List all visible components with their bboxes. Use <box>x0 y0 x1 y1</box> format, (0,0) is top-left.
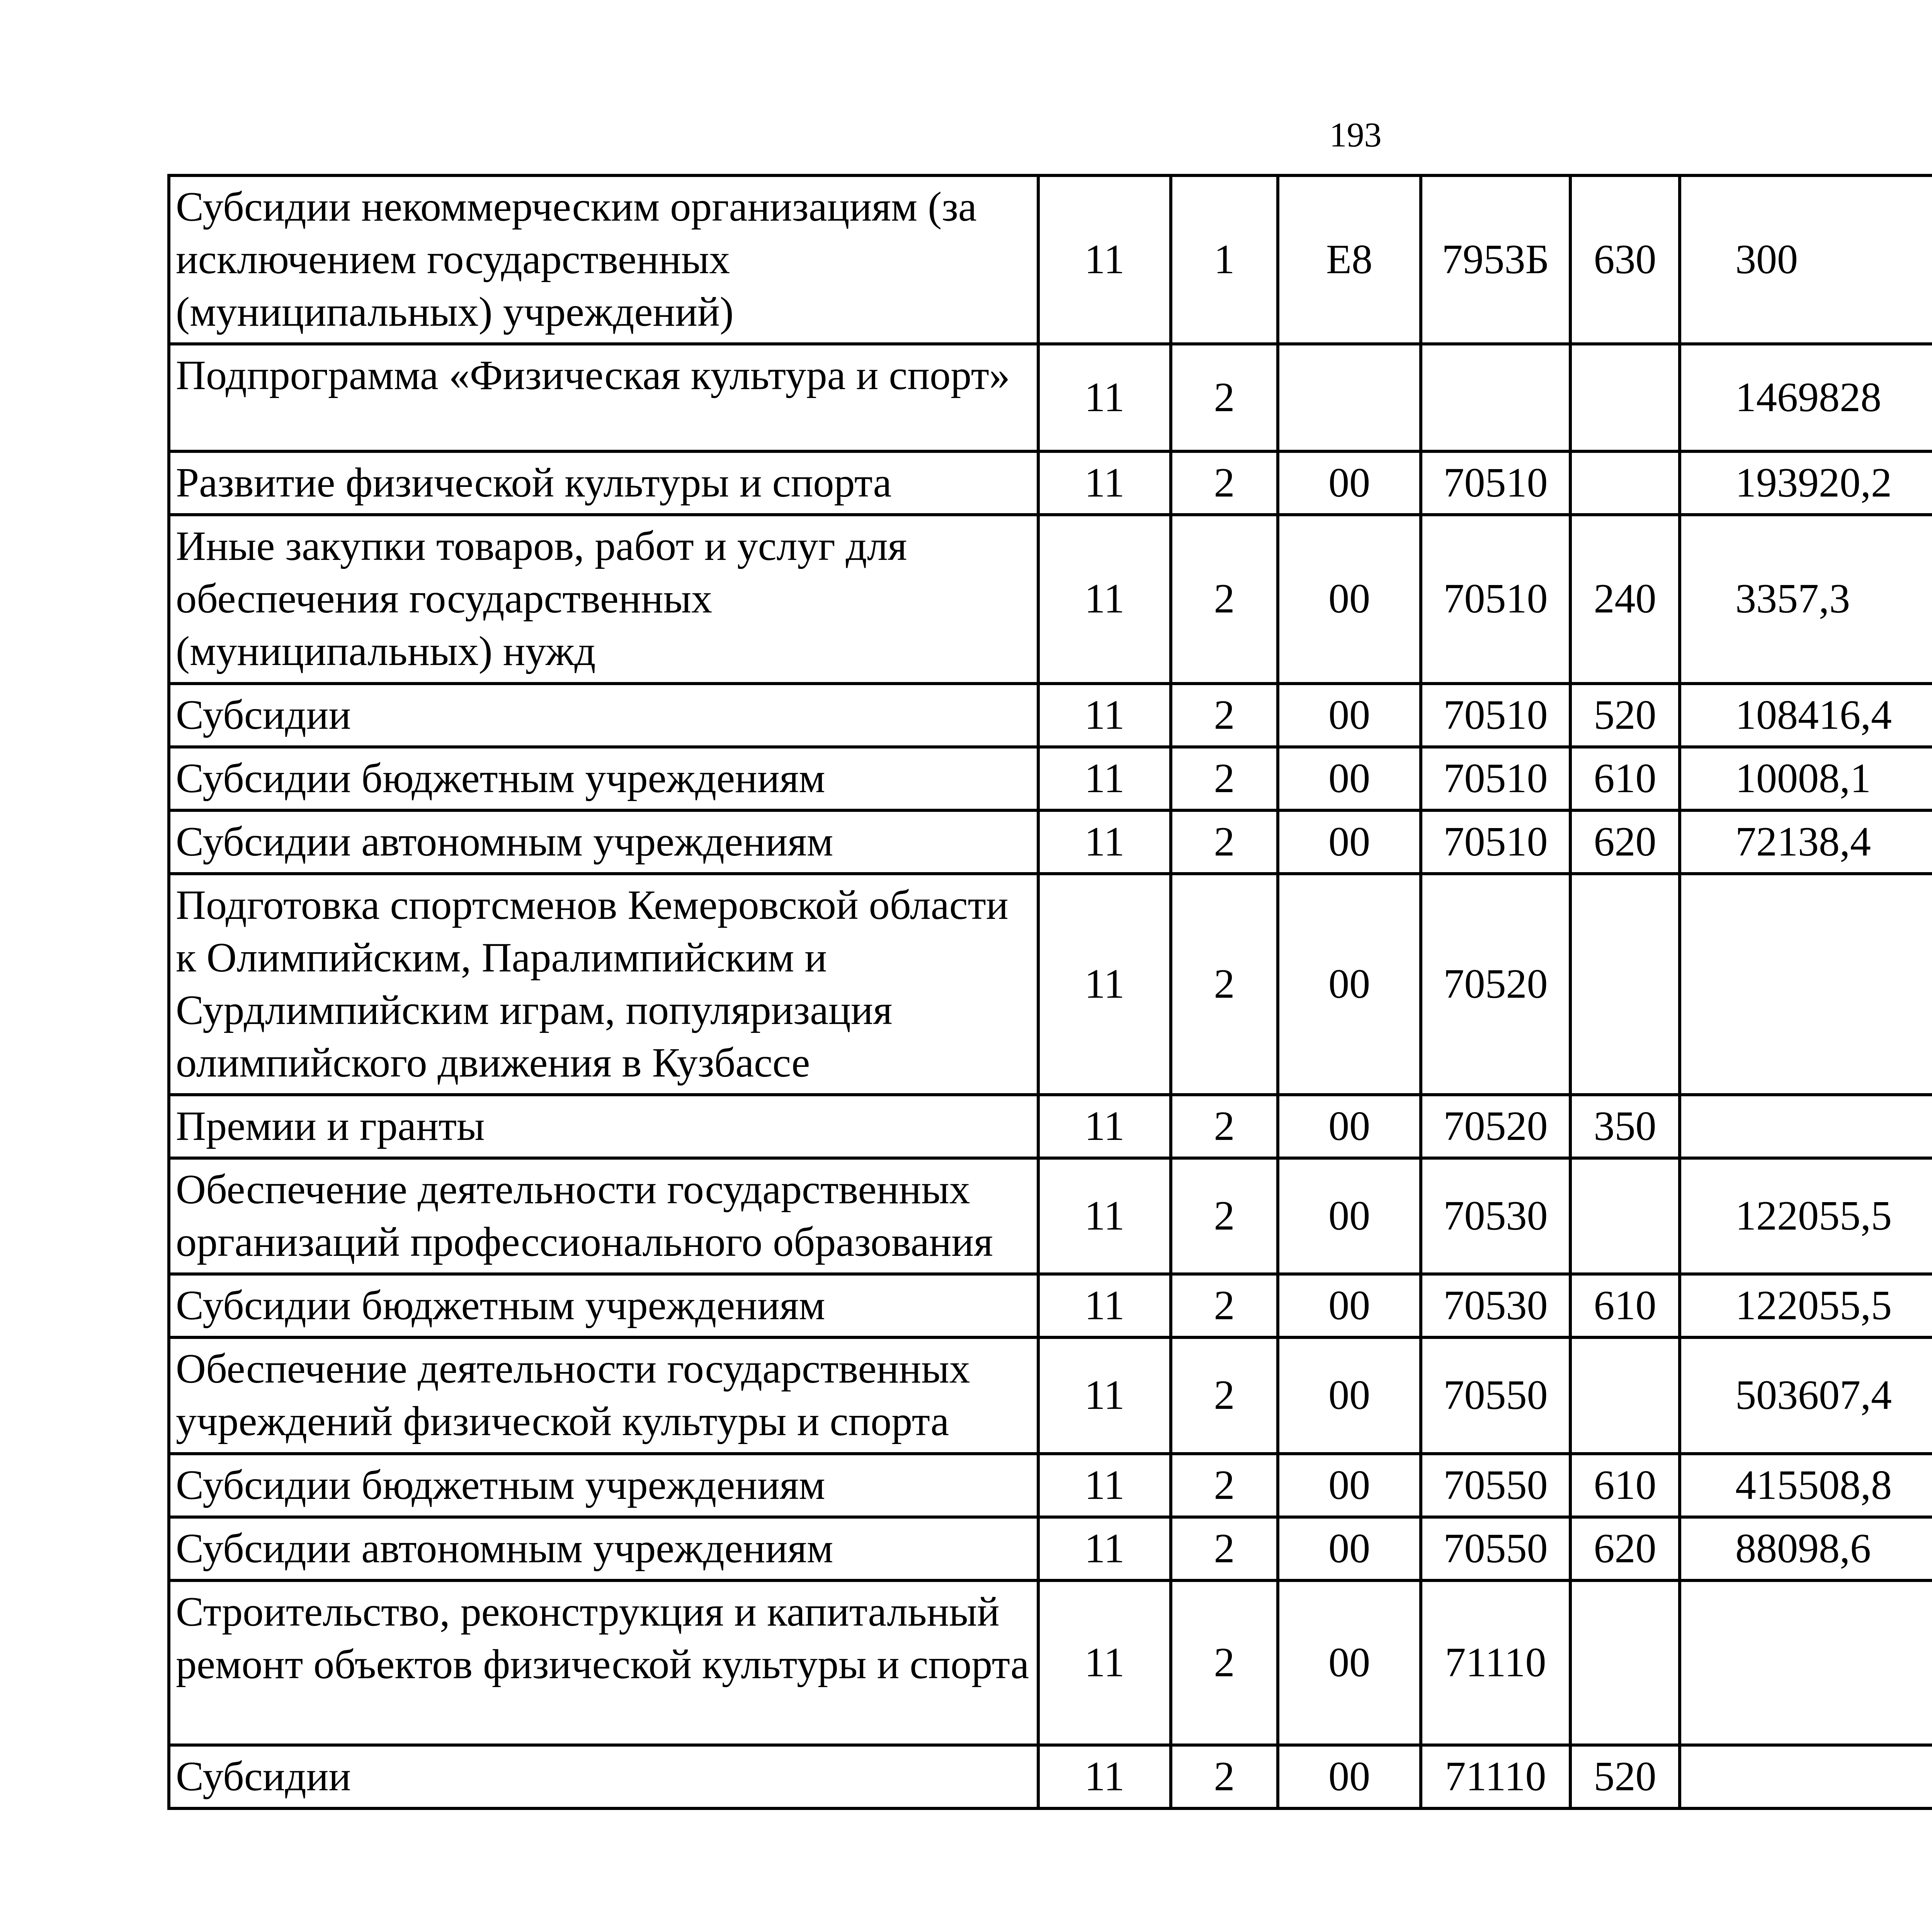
amount-year-1: 1469828 <box>1680 344 1932 451</box>
amount-year-1: 300 <box>1680 175 1932 344</box>
target-code: 70510 <box>1421 747 1570 810</box>
row-name: Подпрограмма «Физическая культура и спорт» <box>169 344 1038 451</box>
target-code: 71110 <box>1421 1580 1570 1745</box>
row-name: Субсидии <box>169 684 1038 747</box>
expense-type-code: 630 <box>1570 175 1680 344</box>
amount-year-1: 122055,5 <box>1680 1158 1932 1274</box>
amount-year-1: 88098,6 <box>1680 1517 1932 1580</box>
amount-year-1: 503607,4 <box>1680 1337 1932 1453</box>
section-code: 11 <box>1038 451 1171 515</box>
amount-year-1: 415508,8 <box>1680 1454 1932 1517</box>
expense-type-code <box>1570 344 1680 451</box>
table-row <box>169 1580 1932 1745</box>
table-row <box>169 451 1932 515</box>
table-row <box>169 1158 1932 1274</box>
row-name: Иные закупки товаров, работ и услуг для обеспечения государственных (муниципальных) нужд <box>169 515 1038 683</box>
section-code: 11 <box>1038 1454 1171 1517</box>
subsection-code: 2 <box>1171 747 1278 810</box>
expense-type-code: 610 <box>1570 1454 1680 1517</box>
expense-type-code: 520 <box>1570 684 1680 747</box>
program-code: 00 <box>1278 515 1421 683</box>
amount-year-1: 10008,1 <box>1680 747 1932 810</box>
target-code: 70520 <box>1421 874 1570 1095</box>
subsection-code: 2 <box>1171 1274 1278 1337</box>
subsection-code: 2 <box>1171 1337 1278 1453</box>
row-name: Подготовка спортсменов Кемеровской области к Олимпийским, Паралимпийским и Сурдлимпийским играм, популяризация олимпийского движения в Кузбассе <box>169 874 1038 1095</box>
budget-table-body <box>169 175 1932 1808</box>
subsection-code: 2 <box>1171 1158 1278 1274</box>
amount-year-1: 193920,2 <box>1680 451 1932 515</box>
target-code: 70510 <box>1421 451 1570 515</box>
expense-type-code: 350 <box>1570 1095 1680 1158</box>
expense-type-code: 520 <box>1570 1745 1680 1808</box>
table-row <box>169 1095 1932 1158</box>
table-row <box>169 1274 1932 1337</box>
target-code <box>1421 344 1570 451</box>
subsection-code: 2 <box>1171 1454 1278 1517</box>
table-row <box>169 1517 1932 1580</box>
target-code: 70510 <box>1421 810 1570 874</box>
target-code: 70530 <box>1421 1158 1570 1274</box>
program-code: 00 <box>1278 1454 1421 1517</box>
section-code: 11 <box>1038 684 1171 747</box>
target-code: 70510 <box>1421 515 1570 683</box>
target-code: 70530 <box>1421 1274 1570 1337</box>
program-code: 00 <box>1278 810 1421 874</box>
section-code: 11 <box>1038 175 1171 344</box>
section-code: 11 <box>1038 810 1171 874</box>
section-code: 11 <box>1038 515 1171 683</box>
program-code: 00 <box>1278 1274 1421 1337</box>
program-code: 00 <box>1278 1745 1421 1808</box>
section-code: 11 <box>1038 1517 1171 1580</box>
table-row <box>169 684 1932 747</box>
target-code: 70520 <box>1421 1095 1570 1158</box>
subsection-code: 2 <box>1171 344 1278 451</box>
program-code: 00 <box>1278 451 1421 515</box>
row-name: Субсидии некоммерческим организациям (за исключением государственных (муниципальных) учреждений) <box>169 175 1038 344</box>
amount-year-1 <box>1680 874 1932 1095</box>
subsection-code: 2 <box>1171 874 1278 1095</box>
program-code: 00 <box>1278 1580 1421 1745</box>
row-name: Субсидии автономным учреждениям <box>169 810 1038 874</box>
subsection-code: 2 <box>1171 1745 1278 1808</box>
target-code: 70550 <box>1421 1517 1570 1580</box>
target-code: 70510 <box>1421 684 1570 747</box>
subsection-code: 1 <box>1171 175 1278 344</box>
row-name: Субсидии <box>169 1745 1038 1808</box>
subsection-code: 2 <box>1171 1095 1278 1158</box>
row-name: Субсидии автономным учреждениям <box>169 1517 1038 1580</box>
target-code: 7953Б <box>1421 175 1570 344</box>
section-code: 11 <box>1038 1337 1171 1453</box>
table-row <box>169 515 1932 683</box>
section-code: 11 <box>1038 1158 1171 1274</box>
program-code: 00 <box>1278 1517 1421 1580</box>
subsection-code: 2 <box>1171 684 1278 747</box>
program-code: 00 <box>1278 747 1421 810</box>
page-number: 193 <box>1329 116 1382 154</box>
expense-type-code: 620 <box>1570 810 1680 874</box>
program-code: 00 <box>1278 1158 1421 1274</box>
expense-type-code: 610 <box>1570 747 1680 810</box>
table-row <box>169 1745 1932 1808</box>
row-name: Субсидии бюджетным учреждениям <box>169 1454 1038 1517</box>
row-name: Строительство, реконструкция и капитальный ремонт объектов физической культуры и спорта <box>169 1580 1038 1745</box>
table-row <box>169 344 1932 451</box>
expense-type-code: 240 <box>1570 515 1680 683</box>
row-name: Развитие физической культуры и спорта <box>169 451 1038 515</box>
program-code: 00 <box>1278 1095 1421 1158</box>
section-code: 11 <box>1038 874 1171 1095</box>
expense-type-code <box>1570 1580 1680 1745</box>
program-code <box>1278 344 1421 451</box>
table-row <box>169 747 1932 810</box>
section-code: 11 <box>1038 747 1171 810</box>
row-name: Обеспечение деятельности государственных организаций профессионального образования <box>169 1158 1038 1274</box>
expense-type-code <box>1570 451 1680 515</box>
row-name: Субсидии бюджетным учреждениям <box>169 747 1038 810</box>
subsection-code: 2 <box>1171 1580 1278 1745</box>
amount-year-1: 108416,4 <box>1680 684 1932 747</box>
row-name: Премии и гранты <box>169 1095 1038 1158</box>
program-code: 00 <box>1278 684 1421 747</box>
table-row <box>169 175 1932 344</box>
amount-year-1: 72138,4 <box>1680 810 1932 874</box>
row-name: Обеспечение деятельности государственных учреждений физической культуры и спорта <box>169 1337 1038 1453</box>
expense-type-code <box>1570 874 1680 1095</box>
section-code: 11 <box>1038 1274 1171 1337</box>
section-code: 11 <box>1038 1095 1171 1158</box>
expense-type-code <box>1570 1158 1680 1274</box>
table-row <box>169 874 1932 1095</box>
amount-year-1: 122055,5 <box>1680 1274 1932 1337</box>
subsection-code: 2 <box>1171 451 1278 515</box>
budget-table <box>167 174 1932 1810</box>
expense-type-code <box>1570 1337 1680 1453</box>
table-row <box>169 1337 1932 1453</box>
row-name: Субсидии бюджетным учреждениям <box>169 1274 1038 1337</box>
section-code: 11 <box>1038 344 1171 451</box>
section-code: 11 <box>1038 1580 1171 1745</box>
program-code: Е8 <box>1278 175 1421 344</box>
subsection-code: 2 <box>1171 515 1278 683</box>
target-code: 71110 <box>1421 1745 1570 1808</box>
section-code: 11 <box>1038 1745 1171 1808</box>
table-row <box>169 810 1932 874</box>
amount-year-1 <box>1680 1745 1932 1808</box>
amount-year-1 <box>1680 1095 1932 1158</box>
subsection-code: 2 <box>1171 810 1278 874</box>
program-code: 00 <box>1278 874 1421 1095</box>
subsection-code: 2 <box>1171 1517 1278 1580</box>
table-row <box>169 1454 1932 1517</box>
program-code: 00 <box>1278 1337 1421 1453</box>
target-code: 70550 <box>1421 1454 1570 1517</box>
amount-year-1 <box>1680 1580 1932 1745</box>
target-code: 70550 <box>1421 1337 1570 1453</box>
expense-type-code: 610 <box>1570 1274 1680 1337</box>
amount-year-1: 3357,3 <box>1680 515 1932 683</box>
expense-type-code: 620 <box>1570 1517 1680 1580</box>
